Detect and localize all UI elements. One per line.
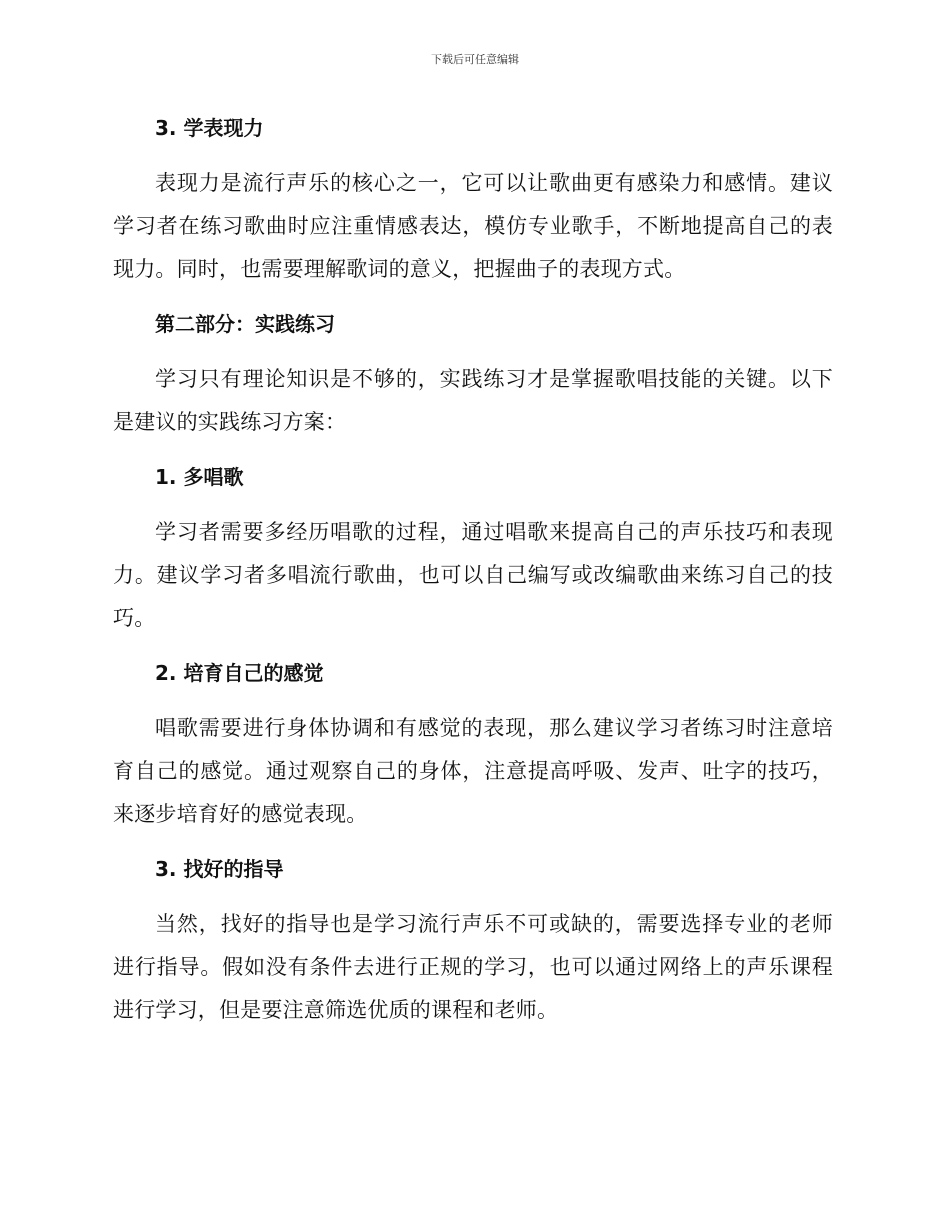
section-heading: 3. 找好的指导 — [155, 857, 284, 881]
page-header: 下载后可任意编辑 — [431, 53, 519, 66]
section-paragraph: 唱歌需要进行身体协调和有感觉的表现，那么建议学习者练习时注意培育自己的感觉。通过观察自己的身体，注意提高呼吸、发声、吐字的技巧，来逐步培育好的感觉表现。 — [113, 716, 833, 826]
section-paragraph: 表现力是流行声乐的核心之一，它可以让歌曲更有感染力和感情。建议学习者在练习歌曲时应注重情感表达，模仿专业歌手，不断地提高自己的表现力。同时，也需要理解歌词的意义，把握曲子的表现方式。 — [113, 171, 833, 281]
document-body — [113, 110, 833, 1032]
section-heading: 2. 培育自己的感觉 — [155, 661, 324, 685]
section-paragraph: 学习者需要多经历唱歌的过程，通过唱歌来提高自己的声乐技巧和表现力。建议学习者多唱流行歌曲，也可以自己编写或改编歌曲来练习自己的技巧。 — [113, 520, 833, 630]
section-heading: 3. 学表现力 — [155, 116, 264, 140]
section-heading: 1. 多唱歌 — [155, 465, 244, 489]
section-paragraph: 学习只有理论知识是不够的，实践练习才是掌握歌唱技能的关键。以下是建议的实践练习方案： — [113, 367, 833, 434]
section-paragraph: 当然，找好的指导也是学习流行声乐不可或缺的，需要选择专业的老师进行指导。假如没有条件去进行正规的学习，也可以通过网络上的声乐课程进行学习，但是要注意筛选优质的课程和老师。 — [113, 912, 833, 1022]
section-heading: 第二部分：实践练习 — [155, 312, 335, 336]
